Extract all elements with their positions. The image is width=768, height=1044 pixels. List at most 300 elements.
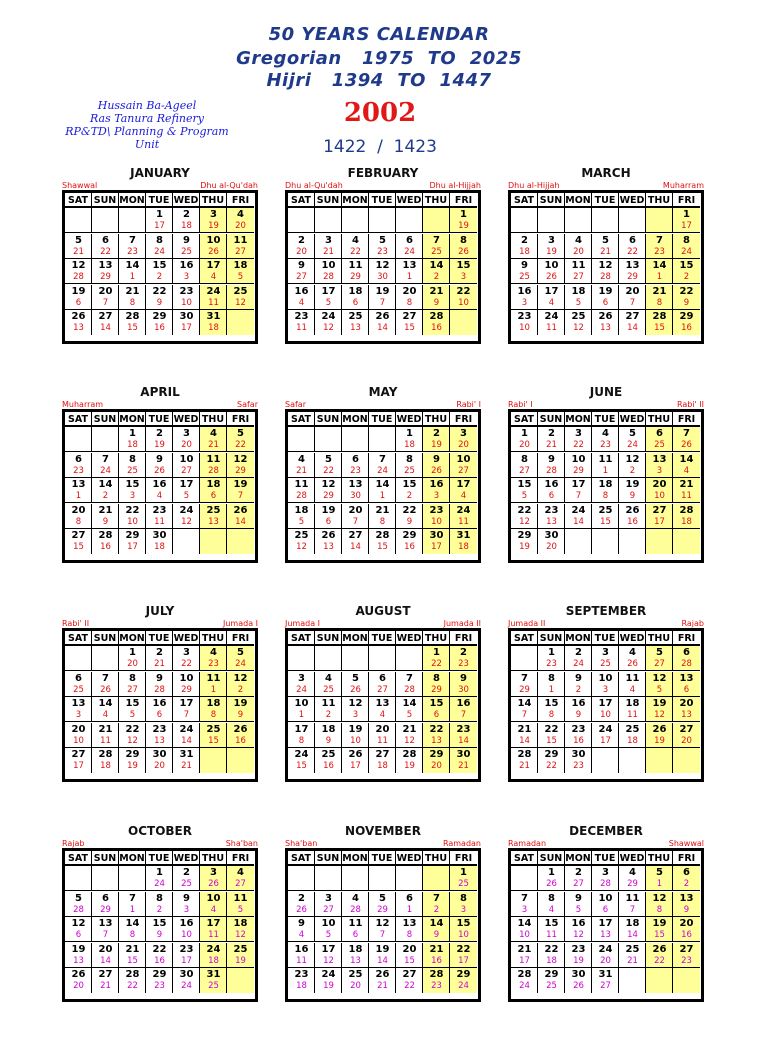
- day-cell[interactable]: [423, 285, 450, 310]
- day-cell[interactable]: [200, 478, 227, 503]
- day-cell[interactable]: [511, 646, 538, 671]
- day-cell[interactable]: [369, 310, 396, 335]
- day-cell[interactable]: [619, 478, 646, 503]
- day-cell[interactable]: [65, 478, 92, 503]
- day-cell[interactable]: [619, 723, 646, 748]
- day-cell[interactable]: [342, 892, 369, 917]
- day-cell[interactable]: [592, 748, 619, 773]
- day-cell[interactable]: [200, 968, 227, 993]
- day-cell[interactable]: [538, 453, 565, 478]
- day-cell[interactable]: [673, 310, 700, 335]
- day-cell[interactable]: [511, 968, 538, 993]
- day-cell[interactable]: [119, 478, 146, 503]
- day-cell[interactable]: [396, 968, 423, 993]
- day-cell[interactable]: [565, 208, 592, 233]
- day-cell[interactable]: [619, 943, 646, 968]
- day-cell[interactable]: [396, 453, 423, 478]
- day-cell[interactable]: [511, 208, 538, 233]
- day-cell[interactable]: [288, 478, 315, 503]
- day-cell[interactable]: [396, 646, 423, 671]
- day-cell[interactable]: [173, 943, 200, 968]
- day-cell[interactable]: [173, 504, 200, 529]
- day-cell[interactable]: [450, 234, 477, 259]
- day-cell[interactable]: [592, 892, 619, 917]
- day-cell[interactable]: [315, 892, 342, 917]
- day-cell[interactable]: [619, 529, 646, 554]
- day-cell[interactable]: [342, 234, 369, 259]
- day-cell[interactable]: [146, 646, 173, 671]
- day-cell[interactable]: [227, 478, 254, 503]
- day-cell[interactable]: [173, 234, 200, 259]
- day-cell[interactable]: [450, 478, 477, 503]
- day-cell[interactable]: [450, 453, 477, 478]
- day-cell[interactable]: [92, 697, 119, 722]
- day-cell[interactable]: [173, 917, 200, 942]
- day-cell[interactable]: [227, 943, 254, 968]
- day-cell[interactable]: [92, 478, 119, 503]
- day-cell[interactable]: [342, 943, 369, 968]
- day-cell[interactable]: [646, 529, 673, 554]
- day-cell[interactable]: [315, 646, 342, 671]
- day-cell[interactable]: [119, 672, 146, 697]
- day-cell[interactable]: [619, 234, 646, 259]
- day-cell[interactable]: [538, 748, 565, 773]
- day-cell[interactable]: [423, 453, 450, 478]
- day-cell[interactable]: [538, 504, 565, 529]
- day-cell[interactable]: [146, 529, 173, 554]
- day-cell[interactable]: [423, 723, 450, 748]
- day-cell[interactable]: [342, 259, 369, 284]
- day-cell[interactable]: [92, 259, 119, 284]
- day-cell[interactable]: [565, 917, 592, 942]
- day-cell[interactable]: [119, 748, 146, 773]
- day-cell[interactable]: [673, 234, 700, 259]
- day-cell[interactable]: [227, 453, 254, 478]
- day-cell[interactable]: [511, 234, 538, 259]
- day-cell[interactable]: [592, 234, 619, 259]
- day-cell[interactable]: [65, 646, 92, 671]
- day-cell[interactable]: [119, 529, 146, 554]
- day-cell[interactable]: [592, 453, 619, 478]
- day-cell[interactable]: [511, 723, 538, 748]
- day-cell[interactable]: [511, 748, 538, 773]
- day-cell[interactable]: [565, 943, 592, 968]
- day-cell[interactable]: [592, 672, 619, 697]
- day-cell[interactable]: [450, 917, 477, 942]
- day-cell[interactable]: [646, 892, 673, 917]
- day-cell[interactable]: [396, 234, 423, 259]
- day-cell[interactable]: [119, 259, 146, 284]
- day-cell[interactable]: [92, 504, 119, 529]
- day-cell[interactable]: [342, 427, 369, 452]
- day-cell[interactable]: [65, 892, 92, 917]
- day-cell[interactable]: [396, 917, 423, 942]
- day-cell[interactable]: [646, 208, 673, 233]
- day-cell[interactable]: [173, 478, 200, 503]
- day-cell[interactable]: [565, 723, 592, 748]
- day-cell[interactable]: [538, 943, 565, 968]
- day-cell[interactable]: [592, 943, 619, 968]
- day-cell[interactable]: [146, 504, 173, 529]
- day-cell[interactable]: [423, 866, 450, 891]
- day-cell[interactable]: [315, 748, 342, 773]
- day-cell[interactable]: [288, 646, 315, 671]
- day-cell[interactable]: [646, 427, 673, 452]
- day-cell[interactable]: [146, 427, 173, 452]
- day-cell[interactable]: [227, 529, 254, 554]
- day-cell[interactable]: [119, 892, 146, 917]
- day-cell[interactable]: [450, 529, 477, 554]
- day-cell[interactable]: [315, 504, 342, 529]
- day-cell[interactable]: [673, 259, 700, 284]
- day-cell[interactable]: [538, 866, 565, 891]
- day-cell[interactable]: [619, 697, 646, 722]
- day-cell[interactable]: [423, 672, 450, 697]
- day-cell[interactable]: [396, 504, 423, 529]
- day-cell[interactable]: [288, 234, 315, 259]
- day-cell[interactable]: [92, 453, 119, 478]
- day-cell[interactable]: [646, 259, 673, 284]
- day-cell[interactable]: [619, 310, 646, 335]
- day-cell[interactable]: [450, 723, 477, 748]
- day-cell[interactable]: [315, 723, 342, 748]
- day-cell[interactable]: [511, 478, 538, 503]
- day-cell[interactable]: [288, 892, 315, 917]
- day-cell[interactable]: [369, 917, 396, 942]
- day-cell[interactable]: [565, 529, 592, 554]
- day-cell[interactable]: [423, 208, 450, 233]
- day-cell[interactable]: [619, 672, 646, 697]
- day-cell[interactable]: [119, 427, 146, 452]
- day-cell[interactable]: [511, 310, 538, 335]
- day-cell[interactable]: [511, 427, 538, 452]
- day-cell[interactable]: [538, 285, 565, 310]
- day-cell[interactable]: [288, 968, 315, 993]
- day-cell[interactable]: [423, 234, 450, 259]
- day-cell[interactable]: [342, 723, 369, 748]
- day-cell[interactable]: [342, 478, 369, 503]
- day-cell[interactable]: [673, 427, 700, 452]
- day-cell[interactable]: [227, 504, 254, 529]
- day-cell[interactable]: [619, 427, 646, 452]
- day-cell[interactable]: [65, 259, 92, 284]
- day-cell[interactable]: [646, 917, 673, 942]
- day-cell[interactable]: [65, 453, 92, 478]
- day-cell[interactable]: [173, 968, 200, 993]
- day-cell[interactable]: [369, 234, 396, 259]
- day-cell[interactable]: [342, 208, 369, 233]
- day-cell[interactable]: [342, 968, 369, 993]
- day-cell[interactable]: [673, 646, 700, 671]
- day-cell[interactable]: [146, 943, 173, 968]
- day-cell[interactable]: [396, 208, 423, 233]
- day-cell[interactable]: [396, 697, 423, 722]
- day-cell[interactable]: [619, 917, 646, 942]
- day-cell[interactable]: [619, 866, 646, 891]
- day-cell[interactable]: [65, 723, 92, 748]
- day-cell[interactable]: [173, 427, 200, 452]
- day-cell[interactable]: [538, 529, 565, 554]
- day-cell[interactable]: [146, 234, 173, 259]
- day-cell[interactable]: [646, 943, 673, 968]
- day-cell[interactable]: [227, 892, 254, 917]
- day-cell[interactable]: [119, 723, 146, 748]
- day-cell[interactable]: [673, 478, 700, 503]
- day-cell[interactable]: [565, 234, 592, 259]
- day-cell[interactable]: [200, 697, 227, 722]
- day-cell[interactable]: [200, 646, 227, 671]
- day-cell[interactable]: [619, 504, 646, 529]
- day-cell[interactable]: [288, 529, 315, 554]
- day-cell[interactable]: [369, 646, 396, 671]
- day-cell[interactable]: [450, 285, 477, 310]
- day-cell[interactable]: [119, 234, 146, 259]
- day-cell[interactable]: [511, 917, 538, 942]
- day-cell[interactable]: [200, 504, 227, 529]
- day-cell[interactable]: [673, 672, 700, 697]
- day-cell[interactable]: [619, 748, 646, 773]
- day-cell[interactable]: [511, 672, 538, 697]
- day-cell[interactable]: [65, 917, 92, 942]
- day-cell[interactable]: [200, 943, 227, 968]
- day-cell[interactable]: [200, 453, 227, 478]
- day-cell[interactable]: [646, 285, 673, 310]
- day-cell[interactable]: [565, 285, 592, 310]
- day-cell[interactable]: [227, 208, 254, 233]
- day-cell[interactable]: [65, 504, 92, 529]
- day-cell[interactable]: [315, 968, 342, 993]
- day-cell[interactable]: [315, 866, 342, 891]
- day-cell[interactable]: [342, 672, 369, 697]
- day-cell[interactable]: [65, 208, 92, 233]
- day-cell[interactable]: [200, 866, 227, 891]
- day-cell[interactable]: [396, 285, 423, 310]
- day-cell[interactable]: [565, 697, 592, 722]
- day-cell[interactable]: [511, 285, 538, 310]
- day-cell[interactable]: [565, 310, 592, 335]
- day-cell[interactable]: [65, 968, 92, 993]
- day-cell[interactable]: [288, 943, 315, 968]
- day-cell[interactable]: [146, 723, 173, 748]
- day-cell[interactable]: [511, 943, 538, 968]
- day-cell[interactable]: [227, 672, 254, 697]
- day-cell[interactable]: [538, 310, 565, 335]
- day-cell[interactable]: [369, 453, 396, 478]
- day-cell[interactable]: [173, 866, 200, 891]
- day-cell[interactable]: [342, 310, 369, 335]
- day-cell[interactable]: [315, 310, 342, 335]
- day-cell[interactable]: [538, 234, 565, 259]
- day-cell[interactable]: [450, 208, 477, 233]
- day-cell[interactable]: [538, 259, 565, 284]
- day-cell[interactable]: [227, 917, 254, 942]
- day-cell[interactable]: [342, 866, 369, 891]
- day-cell[interactable]: [119, 646, 146, 671]
- day-cell[interactable]: [592, 208, 619, 233]
- day-cell[interactable]: [200, 529, 227, 554]
- day-cell[interactable]: [369, 478, 396, 503]
- day-cell[interactable]: [146, 892, 173, 917]
- day-cell[interactable]: [646, 748, 673, 773]
- day-cell[interactable]: [146, 748, 173, 773]
- day-cell[interactable]: [227, 285, 254, 310]
- day-cell[interactable]: [592, 478, 619, 503]
- day-cell[interactable]: [342, 285, 369, 310]
- day-cell[interactable]: [538, 427, 565, 452]
- day-cell[interactable]: [646, 478, 673, 503]
- day-cell[interactable]: [92, 529, 119, 554]
- day-cell[interactable]: [396, 866, 423, 891]
- day-cell[interactable]: [119, 968, 146, 993]
- day-cell[interactable]: [119, 917, 146, 942]
- day-cell[interactable]: [200, 259, 227, 284]
- day-cell[interactable]: [565, 504, 592, 529]
- day-cell[interactable]: [646, 697, 673, 722]
- day-cell[interactable]: [65, 427, 92, 452]
- day-cell[interactable]: [396, 723, 423, 748]
- day-cell[interactable]: [173, 723, 200, 748]
- day-cell[interactable]: [538, 697, 565, 722]
- day-cell[interactable]: [315, 453, 342, 478]
- day-cell[interactable]: [288, 453, 315, 478]
- day-cell[interactable]: [369, 259, 396, 284]
- day-cell[interactable]: [423, 504, 450, 529]
- day-cell[interactable]: [450, 504, 477, 529]
- day-cell[interactable]: [396, 892, 423, 917]
- day-cell[interactable]: [423, 310, 450, 335]
- day-cell[interactable]: [396, 943, 423, 968]
- day-cell[interactable]: [592, 504, 619, 529]
- day-cell[interactable]: [511, 259, 538, 284]
- day-cell[interactable]: [673, 529, 700, 554]
- day-cell[interactable]: [227, 968, 254, 993]
- day-cell[interactable]: [92, 234, 119, 259]
- day-cell[interactable]: [673, 697, 700, 722]
- day-cell[interactable]: [146, 697, 173, 722]
- day-cell[interactable]: [592, 866, 619, 891]
- day-cell[interactable]: [92, 672, 119, 697]
- day-cell[interactable]: [288, 748, 315, 773]
- day-cell[interactable]: [369, 892, 396, 917]
- day-cell[interactable]: [565, 866, 592, 891]
- day-cell[interactable]: [511, 892, 538, 917]
- day-cell[interactable]: [342, 504, 369, 529]
- day-cell[interactable]: [65, 672, 92, 697]
- day-cell[interactable]: [673, 748, 700, 773]
- day-cell[interactable]: [315, 259, 342, 284]
- day-cell[interactable]: [369, 285, 396, 310]
- day-cell[interactable]: [146, 310, 173, 335]
- day-cell[interactable]: [565, 427, 592, 452]
- day-cell[interactable]: [173, 259, 200, 284]
- day-cell[interactable]: [592, 697, 619, 722]
- day-cell[interactable]: [646, 453, 673, 478]
- day-cell[interactable]: [227, 723, 254, 748]
- day-cell[interactable]: [673, 866, 700, 891]
- day-cell[interactable]: [565, 892, 592, 917]
- day-cell[interactable]: [450, 672, 477, 697]
- day-cell[interactable]: [92, 917, 119, 942]
- day-cell[interactable]: [673, 504, 700, 529]
- day-cell[interactable]: [227, 866, 254, 891]
- day-cell[interactable]: [65, 234, 92, 259]
- day-cell[interactable]: [450, 748, 477, 773]
- day-cell[interactable]: [423, 917, 450, 942]
- day-cell[interactable]: [342, 529, 369, 554]
- day-cell[interactable]: [119, 943, 146, 968]
- day-cell[interactable]: [200, 427, 227, 452]
- day-cell[interactable]: [369, 866, 396, 891]
- day-cell[interactable]: [315, 943, 342, 968]
- day-cell[interactable]: [450, 259, 477, 284]
- day-cell[interactable]: [315, 529, 342, 554]
- day-cell[interactable]: [538, 723, 565, 748]
- day-cell[interactable]: [369, 968, 396, 993]
- day-cell[interactable]: [119, 310, 146, 335]
- day-cell[interactable]: [646, 672, 673, 697]
- day-cell[interactable]: [396, 427, 423, 452]
- day-cell[interactable]: [65, 529, 92, 554]
- day-cell[interactable]: [200, 748, 227, 773]
- day-cell[interactable]: [288, 723, 315, 748]
- day-cell[interactable]: [423, 968, 450, 993]
- day-cell[interactable]: [342, 646, 369, 671]
- day-cell[interactable]: [200, 285, 227, 310]
- day-cell[interactable]: [565, 646, 592, 671]
- day-cell[interactable]: [288, 504, 315, 529]
- day-cell[interactable]: [227, 234, 254, 259]
- day-cell[interactable]: [227, 697, 254, 722]
- day-cell[interactable]: [369, 943, 396, 968]
- day-cell[interactable]: [200, 310, 227, 335]
- day-cell[interactable]: [369, 697, 396, 722]
- day-cell[interactable]: [315, 208, 342, 233]
- day-cell[interactable]: [592, 285, 619, 310]
- day-cell[interactable]: [315, 917, 342, 942]
- day-cell[interactable]: [92, 427, 119, 452]
- day-cell[interactable]: [369, 208, 396, 233]
- day-cell[interactable]: [227, 310, 254, 335]
- day-cell[interactable]: [146, 968, 173, 993]
- day-cell[interactable]: [450, 866, 477, 891]
- day-cell[interactable]: [423, 748, 450, 773]
- day-cell[interactable]: [619, 208, 646, 233]
- day-cell[interactable]: [288, 310, 315, 335]
- day-cell[interactable]: [227, 748, 254, 773]
- day-cell[interactable]: [369, 504, 396, 529]
- day-cell[interactable]: [173, 208, 200, 233]
- day-cell[interactable]: [119, 208, 146, 233]
- day-cell[interactable]: [369, 427, 396, 452]
- day-cell[interactable]: [450, 427, 477, 452]
- day-cell[interactable]: [646, 866, 673, 891]
- day-cell[interactable]: [619, 259, 646, 284]
- day-cell[interactable]: [673, 285, 700, 310]
- day-cell[interactable]: [646, 504, 673, 529]
- day-cell[interactable]: [369, 529, 396, 554]
- day-cell[interactable]: [315, 234, 342, 259]
- day-cell[interactable]: [592, 427, 619, 452]
- day-cell[interactable]: [315, 672, 342, 697]
- day-cell[interactable]: [227, 646, 254, 671]
- day-cell[interactable]: [673, 723, 700, 748]
- day-cell[interactable]: [65, 697, 92, 722]
- day-cell[interactable]: [538, 968, 565, 993]
- day-cell[interactable]: [92, 748, 119, 773]
- day-cell[interactable]: [92, 943, 119, 968]
- day-cell[interactable]: [673, 943, 700, 968]
- day-cell[interactable]: [342, 697, 369, 722]
